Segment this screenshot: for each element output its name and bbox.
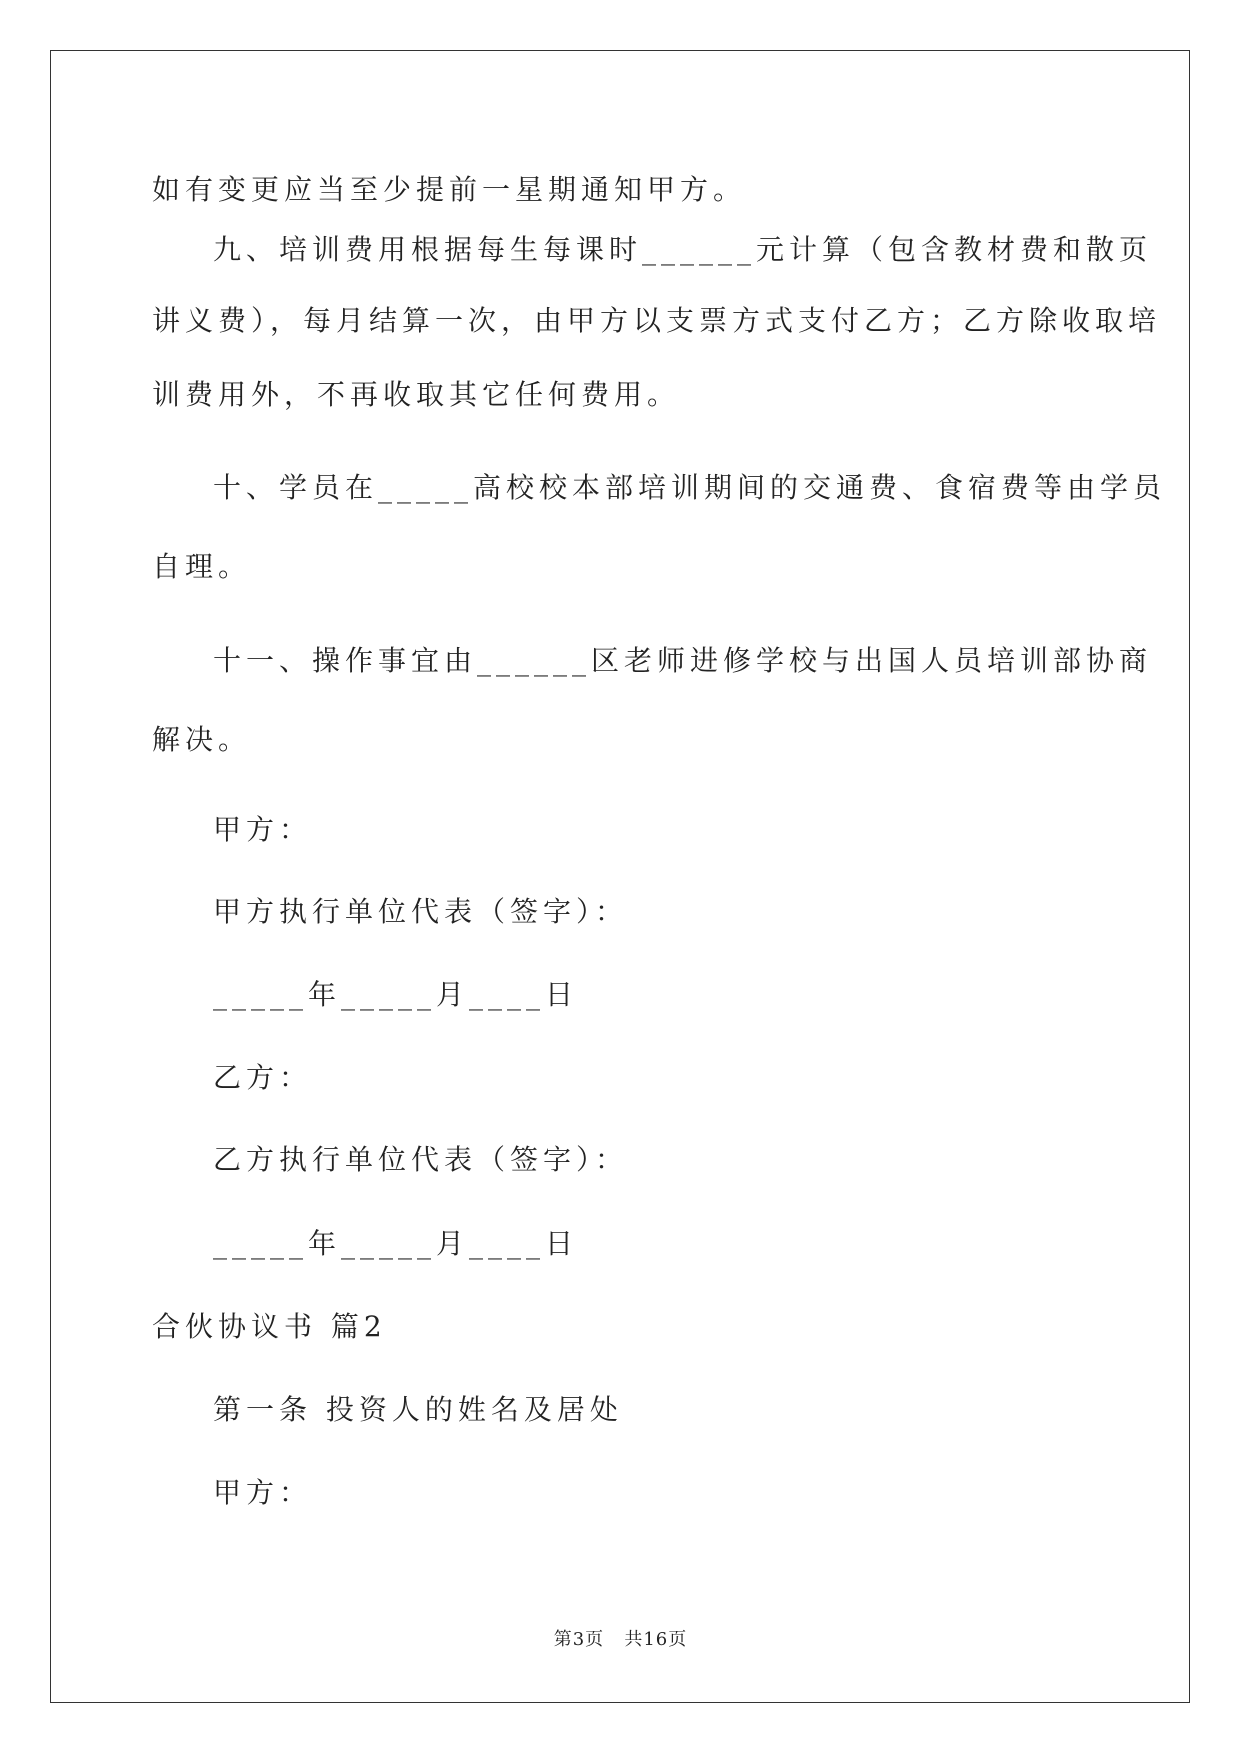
party-b-date: _____年_____月____日	[213, 1227, 579, 1260]
text-line-5: 十、学员在_____高校校本部培训期间的交通费、食宿费等由学员	[213, 471, 1167, 504]
party-a-representative: 甲方执行单位代表（签字）：	[213, 895, 629, 928]
text-line-2: 九、培训费用根据每生每课时______元计算（包含教材费和散页	[213, 233, 1153, 266]
text-line-6: 自理。	[152, 550, 252, 583]
text-line-7: 十一、操作事宜由______区老师进修学校与出国人员培训部协商	[213, 644, 1153, 677]
page-number: 第3页 共16页	[553, 1629, 688, 1650]
page-border	[50, 50, 1190, 1703]
party-a-label: 甲方：	[213, 813, 313, 846]
article-1-party-a: 甲方：	[213, 1476, 313, 1509]
party-b-representative: 乙方执行单位代表（签字）：	[213, 1143, 629, 1176]
section-heading: 合伙协议书 篇2	[152, 1310, 387, 1343]
article-1-heading: 第一条 投资人的姓名及居处	[213, 1393, 623, 1426]
party-b-label: 乙方：	[213, 1061, 313, 1094]
text-line-4: 训费用外，不再收取其它任何费用。	[152, 378, 681, 411]
text-line-8: 解决。	[152, 723, 252, 756]
text-line-3: 讲义费），每月结算一次，由甲方以支票方式支付乙方；乙方除收取培	[152, 304, 1162, 337]
party-a-date: _____年_____月____日	[213, 978, 579, 1011]
text-line-1: 如有变更应当至少提前一星期通知甲方。	[152, 173, 747, 206]
